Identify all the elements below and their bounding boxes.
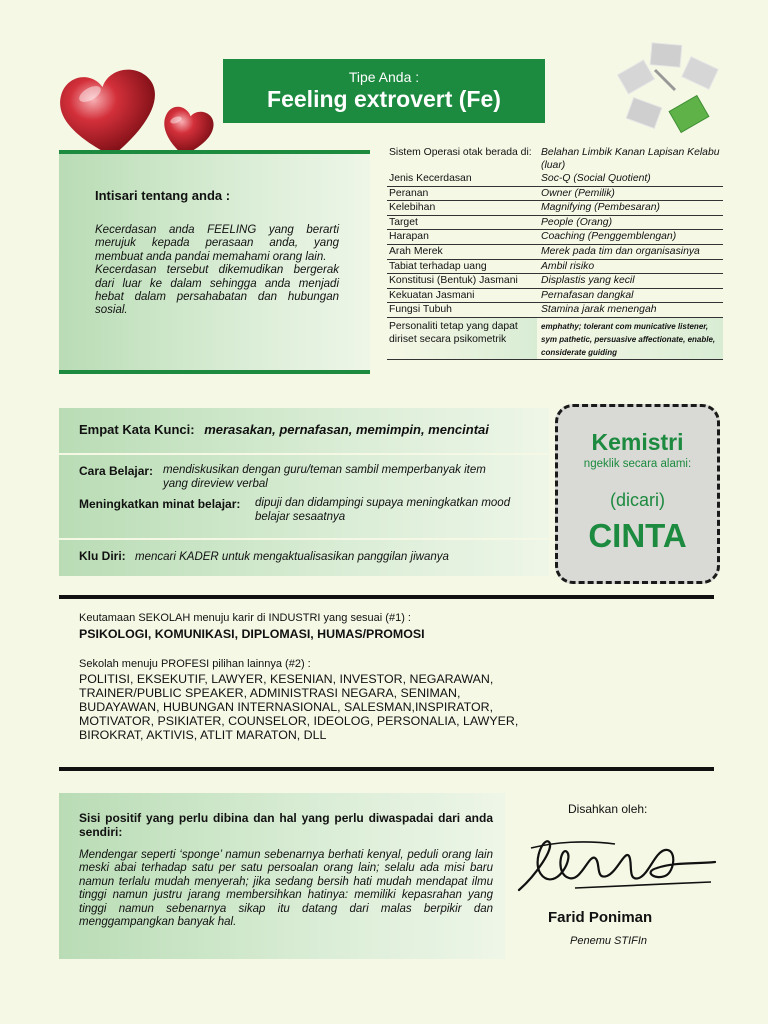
signatory-role: Penemu STIFIn	[570, 935, 648, 947]
type-title: Feeling extrovert (Fe)	[267, 86, 501, 112]
row-label: Tabiat terhadap uang	[387, 259, 537, 274]
table-row	[387, 215, 723, 230]
table-row	[387, 274, 723, 289]
table-row	[387, 201, 723, 216]
minat-belajar-label	[79, 497, 240, 511]
row-value: Owner (Pemilik)	[537, 186, 723, 201]
intro-paragraph-1: Kecerdasan anda FEELING yang berarti merujuk kepada perasaan anda, yang membuat anda pandai memahami orang lain.	[95, 224, 339, 263]
row-value: Coaching (Penggemblengan)	[537, 230, 723, 245]
stifin-logo-icon	[615, 40, 725, 140]
primary-career-list: PSIKOLOGI, KOMUNIKASI, DIPLOMASI, HUMAS/PROMOSI	[79, 627, 425, 641]
row-value: Magnifying (Pembesaran)	[537, 201, 723, 216]
intro-paragraph-2: Kecerdasan tersebut dikemudikan bergerak dari luar ke dalam sehingga anda menjadi hebat dalam persahabatan dan hubungan sosial.	[95, 264, 339, 317]
klu-diri-label: Klu Diri:	[79, 549, 126, 563]
kemistri-match: CINTA	[588, 517, 687, 554]
row-value: People (Orang)	[537, 215, 723, 230]
intro-body	[95, 224, 339, 318]
row-label: Arah Merek	[387, 244, 537, 259]
keywords-value: merasakan, pernafasan, memimpin, mencintai	[204, 422, 489, 437]
minat-belajar-line-1: dipuji dan didampingi supaya meningkatkan mood	[255, 497, 511, 509]
minat-belajar-value	[255, 497, 545, 524]
hearts-illustration	[56, 66, 218, 162]
keywords-label: Empat Kata Kunci:	[79, 422, 195, 437]
intro-heading: Intisari tentang anda :	[95, 188, 231, 203]
secondary-career-list	[79, 672, 709, 742]
table-row	[387, 230, 723, 245]
cara-belajar-label	[79, 464, 153, 478]
row-label: Personaliti tetap yang dapat diriset secara psikometrik	[387, 317, 537, 359]
positives-panel	[59, 793, 505, 959]
minat-belajar-label-text: Meningkatkan minat belajar:	[79, 497, 241, 511]
secondary-career-line: POLITISI, EKSEKUTIF, LAWYER, KESENIAN, INVESTOR, NEGARAWAN,	[79, 672, 494, 686]
divider-bottom	[59, 767, 714, 771]
keywords-panel	[59, 408, 549, 453]
kemistri-sought: (dicari)	[609, 490, 665, 510]
signatory-name: Farid Poniman	[548, 909, 653, 926]
row-value: Belahan Limbik Kanan Lapisan Kelabu (luar)	[541, 147, 720, 171]
cara-belajar-line-2: yang direview verbal	[163, 477, 268, 490]
learning-panel	[59, 455, 549, 538]
row-label: Sistem Operasi otak berada di:	[389, 147, 532, 158]
minat-belajar-line-2: belajar sesaatnya	[255, 510, 346, 523]
row-value: Soc-Q (Social Quotient)	[537, 172, 723, 186]
table-row	[387, 303, 723, 318]
row-value: Pernafasan dangkal	[537, 288, 723, 303]
signature-image	[515, 828, 720, 900]
type-title-box	[223, 59, 545, 123]
klu-diri-row	[79, 549, 449, 563]
row-label: Peranan	[387, 186, 537, 201]
table-row	[387, 172, 723, 186]
table-row	[387, 244, 723, 259]
cara-belajar-value	[163, 464, 543, 491]
type-subtitle: Tipe Anda :	[348, 69, 420, 85]
cara-belajar-label-text: Cara Belajar:	[79, 464, 154, 478]
row-label: Konstitusi (Bentuk) Jasmani	[387, 274, 537, 289]
klu-diri-value: mencari KADER untuk mengaktualisasikan panggilan jiwanya	[135, 551, 449, 563]
row-label: Target	[387, 215, 537, 230]
row-label: Fungsi Tubuh	[387, 303, 537, 318]
row-label: Jenis Kecerdasan	[387, 172, 537, 186]
kemistri-subtitle: ngeklik secara alami:	[583, 458, 692, 470]
table-row	[387, 186, 723, 201]
table-row	[387, 317, 723, 359]
keywords-row	[79, 422, 489, 437]
row-value: Ambil risiko	[537, 259, 723, 274]
secondary-career-line: TRAINER/PUBLIC SPEAKER, ADMINISTRASI NEGARA, SENIMAN,	[79, 686, 461, 700]
positives-heading: Sisi positif yang perlu dibina dan hal yang perlu diwaspadai dari anda sendiri:	[79, 811, 493, 839]
row-value: Displastis yang kecil	[537, 274, 723, 289]
row-value: Merek pada tim dan organisasinya	[537, 244, 723, 259]
approved-by-label: Disahkan oleh:	[568, 802, 648, 816]
secondary-career-intro: Sekolah menuju PROFESI pilihan lainnya (#2) :	[79, 658, 311, 670]
secondary-career-line: BUDAYAWAN, HUBUNGAN INTERNASIONAL, SALESMAN,INSPIRATOR,	[79, 700, 494, 714]
cara-belajar-line-1: mendiskusikan dengan guru/teman sambil memperbanyak item	[163, 464, 486, 476]
table-row	[387, 146, 723, 172]
row-label: Harapan	[387, 230, 537, 245]
positives-body: Mendengar seperti ‘sponge’ namun sebenarnya berhati kenyal, peduli orang lain meski abai terhadap satu per satu persoalan orang lain; selalu ada misi baru namun terlalu mudah menyerah; jika sedang bersih hati mudah mendapat ilmu tinggi namun justru jarang membersihkan hatinya: memiliki kepasrahan yang tinggi namun sebenarnya sikap itu datang dari malas berpikir dan menggampangkan banyak hal.	[79, 849, 493, 929]
kemistri-title: Kemistri	[591, 429, 684, 455]
table-row	[387, 259, 723, 274]
row-label: Kelebihan	[387, 201, 537, 216]
klu-diri-panel	[59, 540, 549, 576]
table-row	[387, 288, 723, 303]
secondary-career-line: BIROKRAT, AKTIVIS, ATLIT MARATON, DLL	[79, 728, 327, 742]
row-value: Stamina jarak menengah	[537, 303, 723, 318]
secondary-career-line: MOTIVATOR, PSIKIATER, COUNSELOR, IDEOLOG, PERSONALIA, LAWYER,	[79, 714, 519, 728]
kemistri-box	[555, 404, 720, 584]
divider-top	[59, 595, 714, 599]
row-label: Kekuatan Jasmani	[387, 288, 537, 303]
profile-table	[387, 146, 723, 360]
intro-panel	[59, 150, 370, 374]
row-value: emphathy; tolerant com municative listener, sym pathetic, persuasive affectionate, enable, considerate guiding	[537, 317, 723, 359]
primary-career-intro: Keutamaan SEKOLAH menuju karir di INDUSTRI yang sesuai (#1) :	[79, 612, 411, 624]
